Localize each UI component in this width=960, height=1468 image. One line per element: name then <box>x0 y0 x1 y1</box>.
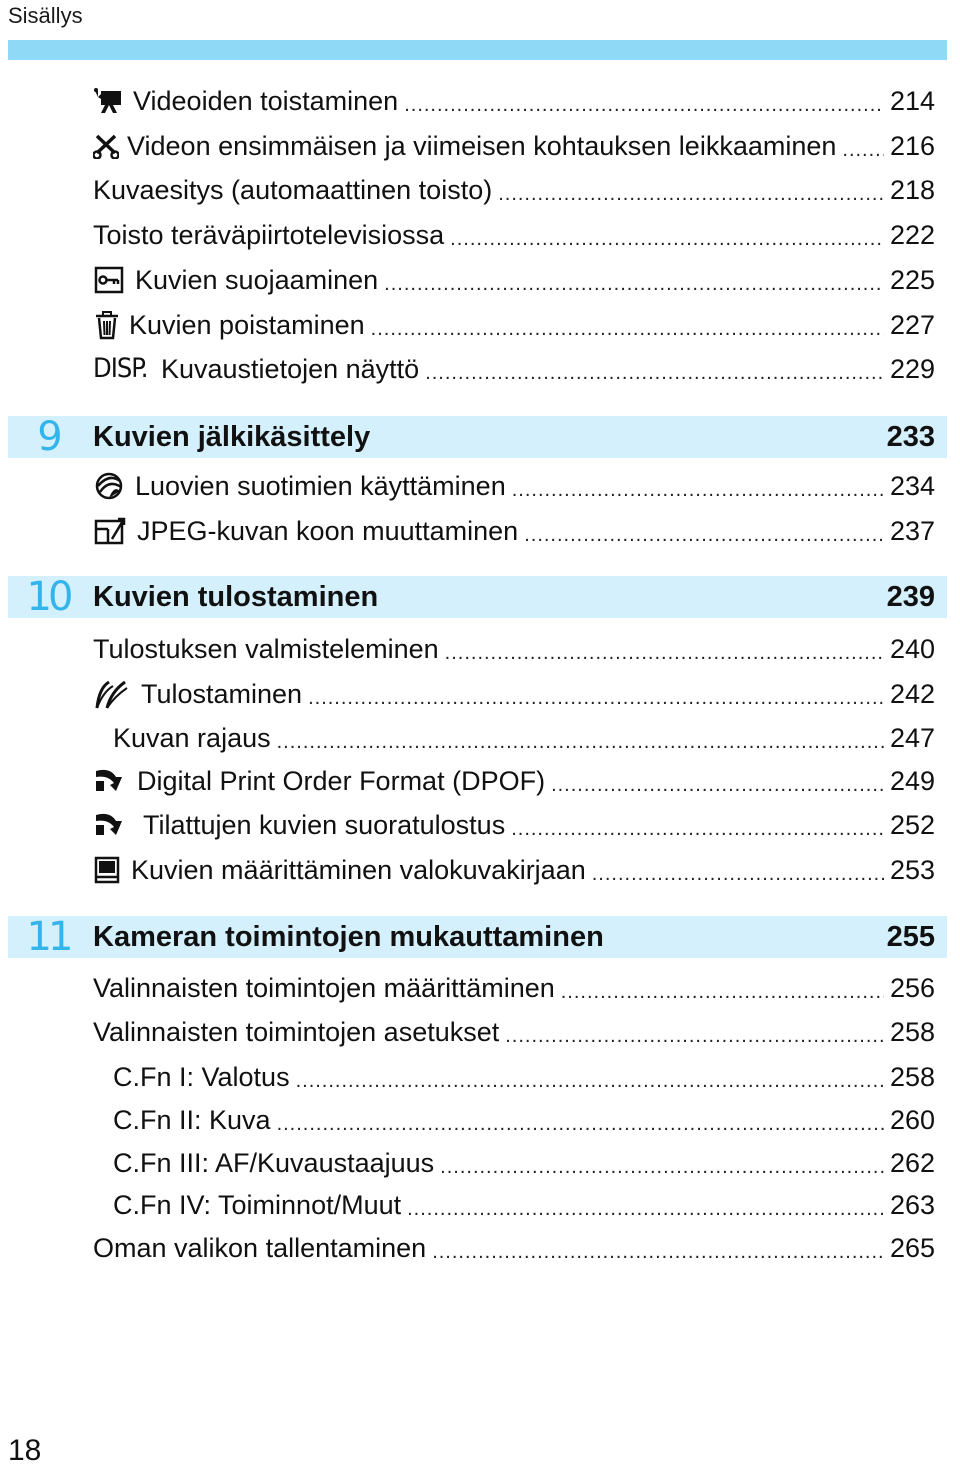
toc-entry-dpof[interactable]: Digital Print Order Format (DPOF) ..... 249 <box>93 764 935 798</box>
toc-entry-kuvaustietojen-naytto[interactable]: DISP. Kuvaustietojen näyttö ..... 229 <box>93 352 935 386</box>
toc-entry-videon-leikkaaminen[interactable]: Videon ensimmäisen ja viimeisen kohtauksen leikkaaminen ..... 216 <box>93 129 935 163</box>
chapter-number: 9 <box>37 414 59 460</box>
chapter-10-heading[interactable] <box>8 576 947 618</box>
chapter-title: Kuvien tulostaminen <box>93 581 379 613</box>
page-header-label: Sisällys <box>8 3 83 28</box>
toc-entry-luovat-suotimet[interactable]: Luovien suotimien käyttäminen ..... 234 <box>93 469 935 503</box>
toc-entry-valinnaiset-maarittaminen[interactable]: Valinnaisten toimintojen määrittäminen ..... 256 <box>93 971 935 1005</box>
photobook-icon <box>93 855 121 885</box>
trash-icon <box>93 310 121 340</box>
chapter-title: Kuvien jälkikäsittely <box>93 421 371 453</box>
toc-entry-valinnaiset-asetukset[interactable]: Valinnaisten toimintojen asetukset ..... 258 <box>93 1015 935 1049</box>
toc-entry-kuvien-suojaaminen[interactable]: Kuvien suojaaminen ..... 225 <box>93 263 935 297</box>
toc-entry-tulostaminen[interactable]: Tulostaminen ..... 242 <box>93 677 935 711</box>
direct-print-icon <box>93 810 127 840</box>
chapter-page: 255 <box>886 921 935 953</box>
chapter-page: 233 <box>886 421 935 453</box>
toc-entry-valokuvakirja[interactable]: Kuvien määrittäminen valokuvakirjaan ..... 253 <box>93 853 935 887</box>
page-number: 18 <box>8 1434 42 1467</box>
toc-entry-cfn-iv[interactable]: C.Fn IV: Toiminnot/Muut ..... 263 <box>113 1188 935 1222</box>
pictbridge-icon <box>93 679 129 709</box>
header-bar <box>8 40 947 60</box>
disp-icon: DISP. <box>93 353 148 384</box>
scissors-icon <box>93 131 119 161</box>
chapter-9-heading[interactable] <box>8 416 947 458</box>
toc-entry-videoiden-toistaminen[interactable]: Videoiden toistaminen ..... 214 <box>93 84 935 118</box>
toc-entry-kuvaesitys[interactable]: Kuvaesitys (automaattinen toisto) ..... 218 <box>93 173 935 207</box>
chapter-11-heading[interactable] <box>8 916 947 958</box>
protect-key-icon <box>93 265 125 295</box>
toc-entry-suoratulostus[interactable]: Tilattujen kuvien suoratulostus ..... 252 <box>93 808 935 842</box>
chapter-number: 10 <box>26 574 70 620</box>
toc-entry-jpeg-koko[interactable]: JPEG-kuvan koon muuttaminen ..... 237 <box>93 514 935 548</box>
video-camera-icon <box>93 86 125 116</box>
chapter-title: Kameran toimintojen mukauttaminen <box>93 921 604 953</box>
toc-entry-oman-valikon-tallentaminen[interactable]: Oman valikon tallentaminen ..... 265 <box>93 1231 935 1265</box>
resize-icon <box>93 516 127 546</box>
toc-entry-toisto-hd-tv[interactable]: Toisto teräväpiirtotelevisiossa ..... 222 <box>93 218 935 252</box>
chapter-page: 239 <box>886 581 935 613</box>
toc-entry-kuvien-poistaminen[interactable]: Kuvien poistaminen ..... 227 <box>93 308 935 342</box>
chapter-number: 11 <box>26 914 70 960</box>
toc-entry-cfn-ii[interactable]: C.Fn II: Kuva ..... 260 <box>113 1103 935 1137</box>
toc-entry-tulostuksen-valmisteleminen[interactable]: Tulostuksen valmisteleminen ..... 240 <box>93 632 935 666</box>
direct-print-icon <box>93 766 127 796</box>
creative-filter-icon <box>93 471 125 501</box>
toc-entry-cfn-iii[interactable]: C.Fn III: AF/Kuvaustaajuus ..... 262 <box>113 1146 935 1180</box>
toc-entry-kuvan-rajaus[interactable]: Kuvan rajaus ..... 247 <box>113 721 935 755</box>
toc-entry-cfn-i[interactable]: C.Fn I: Valotus ..... 258 <box>113 1060 935 1094</box>
